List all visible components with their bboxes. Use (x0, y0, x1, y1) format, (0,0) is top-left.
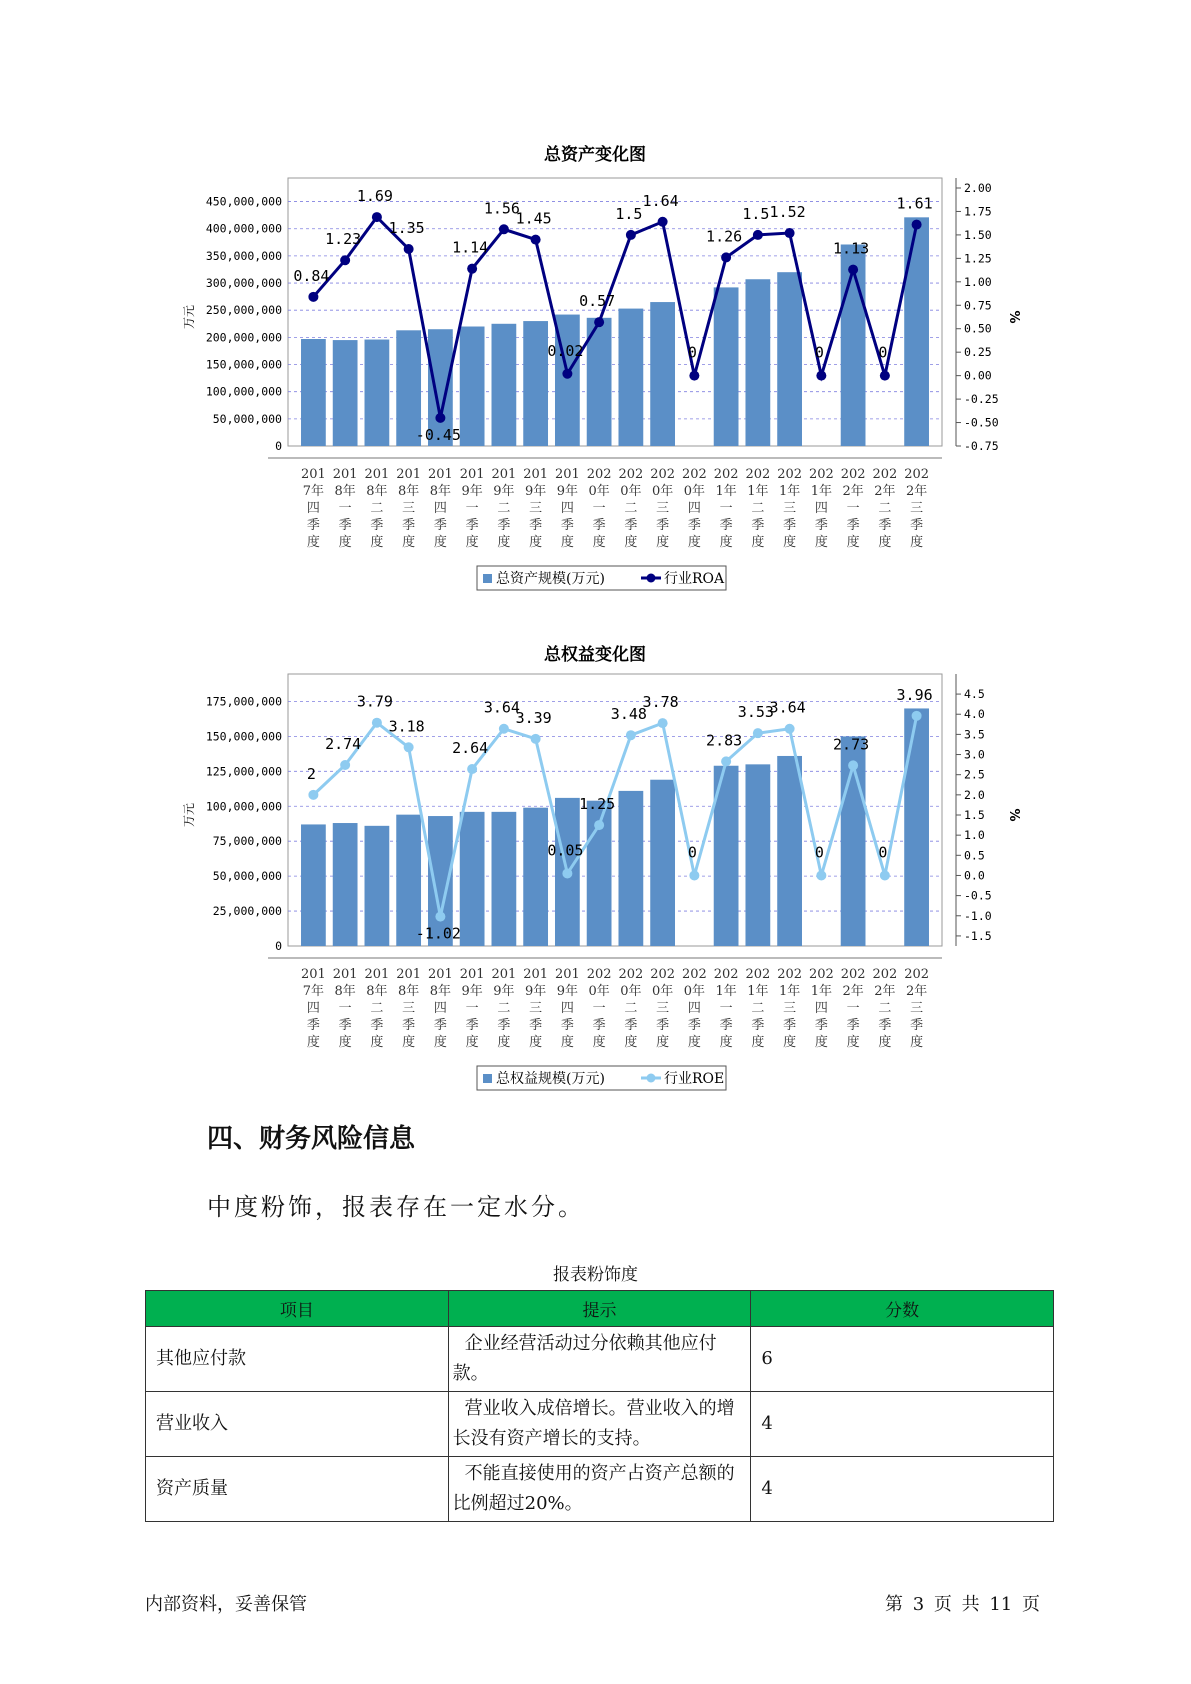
bar (365, 340, 390, 446)
y-tick-label: 100,000,000 (205, 799, 282, 814)
data-label: 1.56 (483, 199, 520, 218)
x-tick-label: 201 7年四季度 (300, 967, 326, 1050)
section-title: 四、财务风险信息 (207, 1124, 416, 1154)
y2-tick-label: 1.00 (964, 274, 992, 289)
line-point (435, 413, 445, 423)
x-tick-label: 202 1年四季度 (808, 967, 834, 1050)
data-label: 3.78 (642, 693, 679, 712)
legend-bar-label: 总资产规模(万元) (496, 571, 605, 587)
data-label: 3.64 (769, 698, 806, 717)
y2-tick-label: 0.5 (964, 848, 985, 863)
y-tick-label: 25,000,000 (212, 904, 282, 919)
data-label: 3.48 (610, 705, 647, 724)
row-item: 资产质量 (146, 1457, 449, 1522)
y2-tick-label: 1.75 (964, 204, 992, 219)
data-label: 1.45 (515, 209, 552, 228)
x-tick-label: 201 8年一季度 (332, 467, 358, 550)
line-point (404, 244, 414, 254)
row-hint: 营业收入成倍增长。营业收入的增长没有资产增长的支持。 (448, 1392, 751, 1457)
y2-tick-label: -0.75 (964, 439, 999, 453)
chart-title: 总权益变化图 (544, 645, 646, 665)
header-hint: 提示 (448, 1291, 751, 1327)
line-point (689, 371, 699, 381)
x-tick-label: 202 0年四季度 (681, 967, 707, 1050)
legend-line-marker (647, 574, 656, 583)
data-label: 1.25 (579, 795, 616, 814)
y-tick-label: 150,000,000 (205, 729, 282, 744)
row-score: 4 (751, 1392, 1054, 1457)
y-tick-label: 50,000,000 (212, 869, 282, 884)
line-point (785, 724, 795, 734)
data-label: 1.14 (452, 238, 489, 257)
data-label: 0 (814, 843, 824, 862)
data-label: 2 (306, 764, 316, 783)
data-label: 1.52 (769, 203, 806, 222)
data-label: 1.5 (742, 204, 770, 223)
y2-tick-label: 1.0 (964, 828, 985, 843)
data-label: -1.02 (415, 924, 461, 943)
bar (333, 340, 358, 446)
line-point (308, 292, 318, 302)
section-paragraph: 中度粉饰，报表存在一定水分。 (207, 1193, 585, 1221)
data-label: 3.79 (356, 692, 393, 711)
x-tick-label: 201 9年四季度 (554, 967, 580, 1050)
x-tick-label: 202 0年一季度 (586, 967, 612, 1050)
x-tick-label: 202 2年一季度 (840, 967, 866, 1050)
x-tick-label: 201 9年二季度 (491, 967, 517, 1050)
line-point (880, 870, 890, 880)
x-tick-label: 202 1年三季度 (777, 467, 803, 550)
line-point (626, 730, 636, 740)
x-tick-label: 202 2年二季度 (872, 467, 898, 550)
x-tick-label: 202 0年二季度 (618, 967, 644, 1050)
y2-tick-label: -1.5 (964, 928, 992, 943)
x-tick-label: 202 0年四季度 (681, 467, 707, 550)
bar (365, 826, 390, 946)
x-tick-label: 202 1年一季度 (713, 467, 739, 550)
line-point (340, 255, 350, 265)
table-row (146, 1457, 1054, 1522)
line-point (848, 760, 858, 770)
footer-page-number: 第 3 页 共 11 页 (885, 1594, 1040, 1615)
bar (523, 808, 548, 946)
bar (618, 309, 643, 446)
total-assets-chart (0, 130, 1191, 600)
line-point (753, 728, 763, 738)
chart-title: 总资产变化图 (544, 145, 646, 165)
x-tick-label: 201 8年三季度 (396, 967, 422, 1050)
x-tick-label: 201 9年二季度 (491, 467, 517, 550)
data-label: 0 (687, 843, 697, 862)
y-tick-label: 250,000,000 (205, 303, 282, 318)
x-tick-label: 201 9年一季度 (459, 967, 485, 1050)
x-tick-label: 201 9年三季度 (523, 467, 549, 550)
line-point (721, 252, 731, 262)
line-point (626, 230, 636, 240)
line-point (562, 868, 572, 878)
line-point (308, 790, 318, 800)
data-label: 0 (814, 343, 824, 362)
x-tick-label: 201 9年四季度 (554, 467, 580, 550)
line-point (531, 235, 541, 245)
row-hint: 企业经营活动过分依赖其他应付款。 (448, 1327, 751, 1392)
x-tick-label: 202 1年二季度 (745, 967, 771, 1050)
x-tick-label: 202 2年三季度 (904, 967, 930, 1050)
data-label: 2.74 (325, 735, 362, 754)
x-tick-label: 202 0年三季度 (650, 467, 676, 550)
bar (492, 324, 517, 446)
line-point (912, 220, 922, 230)
line-point (594, 317, 604, 327)
bar (904, 708, 929, 946)
data-label: 0 (687, 343, 697, 362)
y-axis-label: 万元 (182, 304, 196, 330)
bar (333, 823, 358, 946)
data-label: 0 (878, 843, 888, 862)
risk-table (145, 1290, 1054, 1522)
line-point (562, 369, 572, 379)
table-row (146, 1392, 1054, 1457)
data-label: 1.26 (706, 227, 743, 246)
data-label: 0.84 (293, 266, 330, 285)
x-tick-label: 202 2年三季度 (904, 467, 930, 550)
line-point (372, 212, 382, 222)
y2-tick-label: -1.0 (964, 908, 992, 923)
line-point (816, 371, 826, 381)
y2-tick-label: 1.50 (964, 227, 992, 242)
y2-tick-label: 3.0 (964, 747, 985, 762)
x-tick-label: 202 1年一季度 (713, 967, 739, 1050)
x-tick-label: 201 8年四季度 (427, 467, 453, 550)
y2-axis-label: % (1006, 310, 1021, 324)
y2-tick-label: 2.0 (964, 787, 985, 802)
table-header-row (146, 1291, 1054, 1327)
bar (492, 812, 517, 946)
line-point (531, 734, 541, 744)
data-label: 3.53 (737, 703, 774, 722)
y-tick-label: 450,000,000 (205, 194, 282, 209)
data-label: 2.73 (833, 735, 870, 754)
y-tick-label: 300,000,000 (205, 276, 282, 291)
total-equity-chart (0, 630, 1191, 1100)
y-tick-label: 175,000,000 (205, 694, 282, 709)
table-row (146, 1327, 1054, 1392)
y2-tick-label: 4.0 (964, 707, 985, 722)
y-axis-label: 万元 (182, 802, 196, 828)
legend-bar-label: 总权益规模(万元) (496, 1071, 605, 1087)
data-label: 1.69 (356, 187, 393, 206)
x-tick-label: 202 1年四季度 (808, 467, 834, 550)
header-item: 项目 (146, 1291, 449, 1327)
line-point (658, 718, 668, 728)
x-tick-label: 201 8年二季度 (364, 967, 390, 1050)
bar (301, 824, 326, 946)
y-tick-label: 75,000,000 (212, 834, 282, 849)
x-tick-label: 202 0年三季度 (650, 967, 676, 1050)
line-point (785, 228, 795, 238)
bar (460, 327, 485, 446)
x-tick-label: 202 1年三季度 (777, 967, 803, 1050)
line-point (816, 870, 826, 880)
data-label: 3.96 (896, 685, 933, 704)
bar (777, 272, 802, 446)
data-label: 2.83 (706, 731, 743, 750)
legend-line-label: 行业ROA (664, 571, 725, 587)
header-score: 分数 (751, 1291, 1054, 1327)
table-caption: 报表粉饰度 (553, 1265, 638, 1285)
y2-tick-label: -0.25 (964, 392, 999, 407)
x-tick-label: 201 8年二季度 (364, 467, 390, 550)
x-tick-label: 201 9年一季度 (459, 467, 485, 550)
x-tick-label: 202 0年二季度 (618, 467, 644, 550)
data-label: 1.13 (833, 239, 870, 258)
bar (745, 764, 770, 946)
legend-bar-swatch (483, 574, 492, 583)
y2-tick-label: -0.5 (964, 888, 992, 903)
data-label: 0.57 (579, 292, 616, 311)
x-tick-label: 202 2年一季度 (840, 467, 866, 550)
line-point (499, 724, 509, 734)
row-item: 营业收入 (146, 1392, 449, 1457)
y2-tick-label: 2.00 (964, 181, 992, 195)
legend-line-marker (647, 1074, 656, 1083)
line-point (372, 718, 382, 728)
row-score: 4 (751, 1457, 1054, 1522)
y2-tick-label: 1.25 (964, 251, 992, 266)
line-point (340, 760, 350, 770)
data-label: 3.39 (515, 708, 552, 727)
row-hint: 不能直接使用的资产占资产总额的比例超过20%。 (448, 1457, 751, 1522)
y-tick-label: 150,000,000 (205, 357, 282, 372)
data-label: 1.61 (896, 194, 933, 213)
data-label: 1.35 (388, 218, 425, 237)
row-score: 6 (751, 1327, 1054, 1392)
data-label: -0.45 (415, 425, 461, 444)
bar (301, 339, 326, 446)
line-point (753, 230, 763, 240)
footer-confidential: 内部资料，妥善保管 (145, 1594, 307, 1615)
data-label: 2.64 (452, 739, 489, 758)
line-point (689, 870, 699, 880)
line-point (880, 371, 890, 381)
y2-tick-label: 0.00 (964, 368, 992, 383)
line-point (658, 217, 668, 227)
x-tick-label: 201 7年四季度 (300, 467, 326, 550)
line-point (721, 756, 731, 766)
y2-tick-label: 0.75 (964, 298, 992, 313)
legend-line-label: 行业ROE (664, 1071, 725, 1087)
line-point (467, 764, 477, 774)
bar (745, 279, 770, 446)
bar (618, 791, 643, 946)
data-label: 0.02 (547, 341, 584, 360)
y-tick-label: 200,000,000 (205, 330, 282, 345)
bar (904, 217, 929, 446)
y-tick-label: 0 (275, 439, 282, 453)
x-tick-label: 202 1年二季度 (745, 467, 771, 550)
data-label: 0 (878, 343, 888, 362)
line-point (912, 711, 922, 721)
y2-tick-label: 0.25 (964, 345, 992, 360)
data-label: 1.5 (615, 204, 643, 223)
y-tick-label: 125,000,000 (205, 764, 282, 779)
line-point (848, 265, 858, 275)
data-label: 1.23 (325, 230, 362, 249)
y-tick-label: 50,000,000 (212, 411, 282, 426)
line-point (499, 224, 509, 234)
line-point (594, 820, 604, 830)
y-tick-label: 100,000,000 (205, 384, 282, 399)
y-tick-label: 400,000,000 (205, 221, 282, 236)
y2-tick-label: 4.5 (964, 687, 985, 702)
y2-tick-label: -0.50 (964, 415, 999, 430)
x-tick-label: 201 8年三季度 (396, 467, 422, 550)
y2-axis-label: % (1006, 808, 1021, 822)
legend-bar-swatch (483, 1074, 492, 1083)
y2-tick-label: 3.5 (964, 727, 985, 742)
line-point (467, 264, 477, 274)
bar (650, 302, 675, 446)
row-item: 其他应付款 (146, 1327, 449, 1392)
y2-tick-label: 1.5 (964, 808, 985, 822)
bar (777, 756, 802, 946)
y-tick-label: 0 (275, 939, 282, 953)
x-tick-label: 202 2年二季度 (872, 967, 898, 1050)
line-point (404, 742, 414, 752)
data-label: 0.05 (547, 841, 584, 860)
y-tick-label: 350,000,000 (205, 248, 282, 263)
x-tick-label: 202 0年一季度 (586, 467, 612, 550)
y2-tick-label: 0.50 (964, 321, 992, 336)
bar (650, 780, 675, 946)
data-label: 3.18 (388, 717, 425, 736)
y2-tick-label: 0.0 (964, 868, 985, 883)
bar (460, 812, 485, 946)
x-tick-label: 201 9年三季度 (523, 967, 549, 1050)
y2-tick-label: 2.5 (964, 767, 985, 782)
bar (523, 321, 548, 446)
bar (714, 287, 739, 446)
data-label: 3.64 (483, 698, 520, 717)
line-point (435, 912, 445, 922)
x-tick-label: 201 8年四季度 (427, 967, 453, 1050)
x-tick-label: 201 8年一季度 (332, 967, 358, 1050)
data-label: 1.64 (642, 191, 679, 210)
